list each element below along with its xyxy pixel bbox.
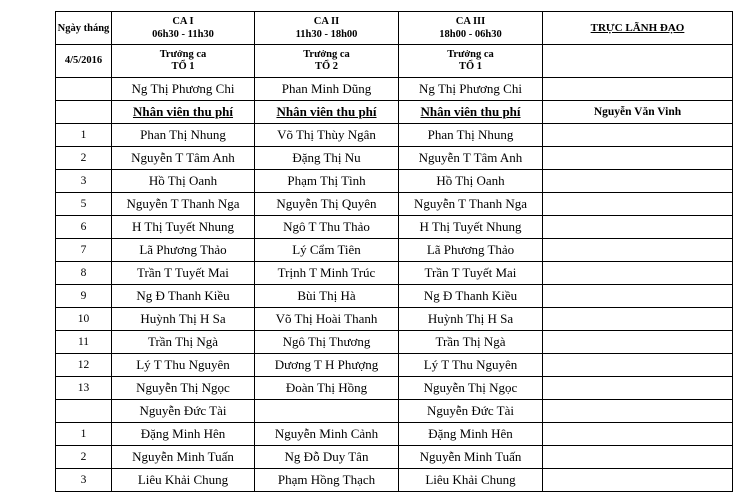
row-number: 13 — [56, 377, 112, 400]
shift-2-name: CA II — [313, 16, 340, 27]
staff-row — [56, 377, 733, 400]
shift-3-staff: Lã Phương Thảo — [399, 239, 543, 262]
staff-row — [56, 469, 733, 492]
row-number: 1 — [56, 423, 112, 446]
shift-2-staff: Phạm Thị Tình — [255, 170, 399, 193]
row-number: 6 — [56, 216, 112, 239]
leader-empty-cell — [543, 124, 733, 147]
shift-3-staff: Liêu Khải Chung — [399, 469, 543, 492]
row-number: 3 — [56, 170, 112, 193]
empty-cell — [56, 101, 112, 124]
staff-label-row — [56, 101, 733, 124]
leader-empty-cell — [543, 45, 733, 78]
staff-row — [56, 239, 733, 262]
shift-1-staff: Liêu Khải Chung — [112, 469, 255, 492]
shift-2-staff — [255, 400, 399, 423]
shift-3-staff: Ng Đ Thanh Kiều — [399, 285, 543, 308]
row-number: 9 — [56, 285, 112, 308]
shift-1-staff: Lý T Thu Nguyên — [112, 354, 255, 377]
shift-1-staff-label: Nhân viên thu phí — [112, 101, 255, 124]
shift-3-staff: Đặng Minh Hên — [399, 423, 543, 446]
leader-empty-cell — [543, 170, 733, 193]
row-number: 10 — [56, 308, 112, 331]
shift-2-staff: Bùi Thị Hà — [255, 285, 399, 308]
shift-1-staff: Hồ Thị Oanh — [112, 170, 255, 193]
shift-3-staff: Lý T Thu Nguyên — [399, 354, 543, 377]
shift-1-staff: Huỳnh Thị H Sa — [112, 308, 255, 331]
leader-empty-cell — [543, 308, 733, 331]
leader-empty-cell — [543, 423, 733, 446]
staff-row — [56, 170, 733, 193]
staff-row — [56, 216, 733, 239]
staff-row — [56, 308, 733, 331]
shift-2-staff: Ngô T Thu Thảo — [255, 216, 399, 239]
date-cell: 4/5/2016 — [56, 45, 112, 78]
shift-2-staff: Đặng Thị Nu — [255, 147, 399, 170]
shift-3-head-name: Ng Thị Phương Chi — [399, 78, 543, 101]
leader-name: Nguyễn Văn Vinh — [543, 101, 733, 124]
shift-3-head-label — [399, 45, 543, 78]
staff-row — [56, 423, 733, 446]
shift-2-head-title: Trưởng ca — [303, 49, 350, 60]
shift-3-staff: Nguyễn Minh Tuấn — [399, 446, 543, 469]
shift-3-staff: Nguyễn Đức Tài — [399, 400, 543, 423]
shift-1-staff: Phan Thị Nhung — [112, 124, 255, 147]
shift-2-staff: Võ Thị Thùy Ngân — [255, 124, 399, 147]
staff-row — [56, 124, 733, 147]
shift-1-staff: Nguyễn Thị Ngọc — [112, 377, 255, 400]
date-column-header: Ngày tháng — [56, 12, 112, 45]
shift-3-staff: Hồ Thị Oanh — [399, 170, 543, 193]
leader-empty-cell — [543, 147, 733, 170]
row-number: 1 — [56, 124, 112, 147]
shift-3-time: 18h00 - 06h30 — [439, 29, 502, 40]
shift-2-staff: Trịnh T Minh Trúc — [255, 262, 399, 285]
leader-empty-cell — [543, 446, 733, 469]
shift-2-staff-label: Nhân viên thu phí — [255, 101, 399, 124]
shift-2-staff: Đoàn Thị Hồng — [255, 377, 399, 400]
leader-empty-cell — [543, 400, 733, 423]
shift-2-staff: Nguyễn Thị Quyên — [255, 193, 399, 216]
shift-1-staff: Trần Thị Ngà — [112, 331, 255, 354]
shift-1-name: CA I — [172, 16, 194, 27]
shift-1-staff: Nguyễn T Tâm Anh — [112, 147, 255, 170]
staff-row — [56, 262, 733, 285]
shift-2-staff: Ngô Thị Thương — [255, 331, 399, 354]
shift-2-staff: Lý Cẩm Tiên — [255, 239, 399, 262]
row-number — [56, 400, 112, 423]
shift-2-staff: Dương T H Phượng — [255, 354, 399, 377]
shift-1-staff: Nguyễn T Thanh Nga — [112, 193, 255, 216]
leader-empty-cell — [543, 377, 733, 400]
row-number: 2 — [56, 446, 112, 469]
shift-3-name: CA III — [455, 16, 486, 27]
staff-row — [56, 331, 733, 354]
leader-empty-cell — [543, 354, 733, 377]
row-number: 2 — [56, 147, 112, 170]
leader-empty-cell — [543, 469, 733, 492]
row-number: 3 — [56, 469, 112, 492]
leader-empty-cell — [543, 262, 733, 285]
leader-empty-cell — [543, 216, 733, 239]
shift-3-staff: Trần T Tuyết Mai — [399, 262, 543, 285]
leader-empty-cell — [543, 193, 733, 216]
row-number: 12 — [56, 354, 112, 377]
shift-1-staff: Lã Phương Thảo — [112, 239, 255, 262]
staff-row — [56, 285, 733, 308]
shift-2-team: TỔ 2 — [314, 61, 339, 72]
shift-3-staff-label: Nhân viên thu phí — [399, 101, 543, 124]
shift-1-time: 06h30 - 11h30 — [152, 29, 214, 40]
empty-cell — [56, 78, 112, 101]
shift-1-team: TỔ 1 — [171, 61, 195, 72]
staff-row — [56, 400, 733, 423]
shift-3-staff: Trần Thị Ngà — [399, 331, 543, 354]
shift-3-head-title: Trưởng ca — [447, 49, 494, 60]
shift-3-staff: Nguyễn Thị Ngọc — [399, 377, 543, 400]
shift-1-staff: Đặng Minh Hên — [112, 423, 255, 446]
shift-head-names-row — [56, 78, 733, 101]
shift-2-staff: Võ Thị Hoài Thanh — [255, 308, 399, 331]
shift-1-head-title: Trưởng ca — [159, 49, 207, 60]
shift-2-staff: Phạm Hồng Thạch — [255, 469, 399, 492]
date-row — [56, 45, 733, 78]
staff-row — [56, 354, 733, 377]
shift-3-staff: Phan Thị Nhung — [399, 124, 543, 147]
leader-empty-cell — [543, 239, 733, 262]
shift-3-team: TỔ 1 — [458, 61, 483, 72]
leader-empty-cell — [543, 331, 733, 354]
row-number: 11 — [56, 331, 112, 354]
shift-3-staff: Nguyễn T Tâm Anh — [399, 147, 543, 170]
shift-1-staff: Nguyễn Đức Tài — [112, 400, 255, 423]
shift-1-head-name: Ng Thị Phương Chi — [112, 78, 255, 101]
row-number: 7 — [56, 239, 112, 262]
shift-3-staff: Nguyễn T Thanh Nga — [399, 193, 543, 216]
shift-2-staff: Ng Đỗ Duy Tân — [255, 446, 399, 469]
row-number: 8 — [56, 262, 112, 285]
staff-row — [56, 446, 733, 469]
shift-1-head-label — [112, 45, 255, 78]
shift-2-time: 11h30 - 18h00 — [295, 29, 358, 40]
shift-2-head-name: Phan Minh Dũng — [255, 78, 399, 101]
leader-empty-cell — [543, 78, 733, 101]
shift-1-staff: Trần T Tuyết Mai — [112, 262, 255, 285]
shift-2-head-label — [255, 45, 399, 78]
shift-1-staff: Nguyễn Minh Tuấn — [112, 446, 255, 469]
shift-2-staff: Nguyễn Minh Cảnh — [255, 423, 399, 446]
header-row — [56, 12, 733, 45]
row-number: 5 — [56, 193, 112, 216]
leader-column-header: TRỰC LÃNH ĐẠO — [543, 12, 733, 45]
shift-1-staff: Ng Đ Thanh Kiều — [112, 285, 255, 308]
leader-empty-cell — [543, 285, 733, 308]
duty-roster-table — [55, 11, 733, 492]
shift-3-staff: Huỳnh Thị H Sa — [399, 308, 543, 331]
shift-3-header — [399, 12, 543, 45]
shift-1-staff: H Thị Tuyết Nhung — [112, 216, 255, 239]
staff-row — [56, 147, 733, 170]
staff-row — [56, 193, 733, 216]
shift-1-header — [112, 12, 255, 45]
shift-3-staff: H Thị Tuyết Nhung — [399, 216, 543, 239]
shift-2-header — [255, 12, 399, 45]
